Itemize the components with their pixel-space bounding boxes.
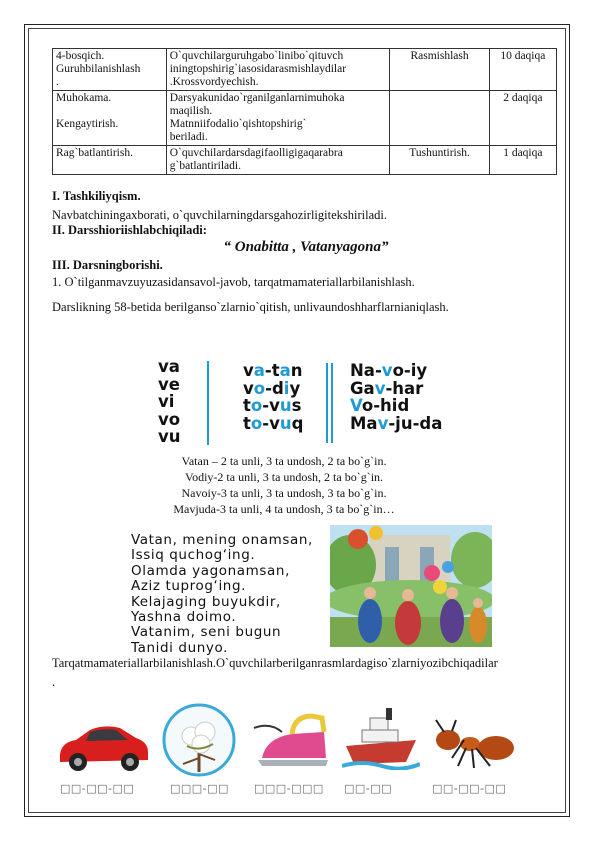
syllable-word: to-vus bbox=[243, 396, 302, 415]
syllable-word: Gav-har bbox=[350, 378, 424, 398]
iron-picture bbox=[252, 708, 332, 770]
table-cell-content: Darsyakunidao`rganilganlarnimuhoka maqilish. Matnniifodalio`qishtopshirig` beriladi. bbox=[166, 91, 390, 146]
paragraph: Navbatchiningaxborati, o`quvchilarningdarsgahozirligitekshiriladi. bbox=[52, 208, 387, 222]
syllable-column-3 bbox=[350, 362, 442, 432]
divider-bar bbox=[331, 363, 333, 443]
table-cell-method: Tushuntirish. bbox=[390, 146, 489, 175]
syllable-blanks: □□□-□□□ bbox=[254, 782, 324, 795]
section-heading: II. Darsshioriishlabchiqiladi: bbox=[52, 223, 207, 237]
letter-counts: Vatan – 2 ta unli, 3 ta undosh, 2 ta bo`g`in. Vodiy-2 ta unli, 3 ta undosh, 2 ta bo`g`in. Navoiy-3 ta unli, 3 ta undosh, 3 ta bo`g`in. Mavjuda-3 ta unli, 4 ta undosh, 3 ta bo`g`in… bbox=[173, 454, 395, 516]
syllable-word: vu bbox=[158, 427, 181, 446]
table-cell-time: 2 daqiqa bbox=[489, 91, 556, 146]
lesson-plan-table bbox=[52, 48, 557, 175]
paragraph: 1. O`tilganmavzuyuzasidansavol-javob, tarqatmamateriallarbilanishlash. bbox=[52, 275, 415, 289]
table-row bbox=[53, 91, 557, 146]
table-row bbox=[53, 49, 557, 91]
divider-bar bbox=[326, 363, 328, 443]
section-heading: III. Darsningborishi. bbox=[52, 258, 163, 272]
syllable-word: vo-diy bbox=[243, 378, 301, 398]
lesson-motto: “ Onabitta , Vatanyagona” bbox=[223, 239, 389, 255]
table-cell-content: O`quvchilardarsdagifaolligigaqarabra g`batlantiriladi. bbox=[166, 146, 390, 175]
document-body bbox=[52, 48, 560, 315]
syllable-word: vi bbox=[158, 392, 175, 411]
task-paragraph: Tarqatmamateriallarbilanishlash.O`quvchilarberilganrasmlardagiso`zlarniyozibchiqadilar . bbox=[52, 656, 498, 689]
syllable-word: Vo-hid bbox=[350, 396, 410, 415]
section-heading: I. Tashkiliyqism. bbox=[52, 189, 141, 203]
syllable-blanks: □□□-□□ bbox=[170, 782, 229, 795]
table-cell-time: 1 daqiqa bbox=[489, 146, 556, 175]
divider-bar bbox=[207, 361, 209, 445]
syllable-word: vo bbox=[158, 409, 181, 429]
table-cell-stage: 4-bosqich. Guruhbilanishlash . bbox=[53, 49, 167, 91]
syllable-blanks: □□-□□-□□ bbox=[432, 782, 507, 795]
table-cell-stage: Muhokama. Kengaytirish. bbox=[53, 91, 167, 146]
syllable-word: ve bbox=[158, 374, 180, 394]
syllable-column-2 bbox=[243, 362, 303, 432]
table-cell-method bbox=[390, 91, 489, 146]
ant-picture bbox=[430, 718, 520, 772]
table-cell-time: 10 daqiqa bbox=[489, 49, 556, 91]
syllable-word: va bbox=[158, 357, 180, 376]
syllable-blanks: □□-□□-□□ bbox=[60, 782, 135, 795]
syllable-word: Mav-ju-da bbox=[350, 413, 443, 433]
ship-picture bbox=[342, 704, 420, 770]
table-row bbox=[53, 146, 557, 175]
syllable-word: to-vuq bbox=[243, 413, 304, 433]
syllable-word: va-tan bbox=[243, 361, 303, 380]
syllable-column-1 bbox=[158, 358, 181, 446]
poem: Vatan, mening onamsan, Issiq quchog‘ing. Olamda yagonamsan, Aziz tuprog‘ing. Kelajaging buyukdir, Yashna doimo. Vatanim, seni bugun Tanidi dunyo. bbox=[131, 532, 313, 656]
festival-illustration bbox=[330, 525, 492, 647]
table-cell-content: O`quvchilarguruhgabo`linibo`qituvch iningtopshirig`iasosidarasmishlaydilar .Krossvordyechish. bbox=[166, 49, 390, 91]
cotton-picture bbox=[161, 702, 237, 778]
syllable-blanks: □□-□□ bbox=[344, 782, 393, 795]
paragraph: Darslikning 58-betida berilganso`zlarnio`qitish, unlivaundoshharflarnianiqlash. bbox=[52, 300, 449, 314]
red-car-picture bbox=[56, 716, 152, 774]
table-cell-method: Rasmishlash bbox=[390, 49, 489, 91]
syllable-word: Na-vo-iy bbox=[350, 361, 428, 380]
table-cell-stage: Rag`batlantirish. bbox=[53, 146, 167, 175]
